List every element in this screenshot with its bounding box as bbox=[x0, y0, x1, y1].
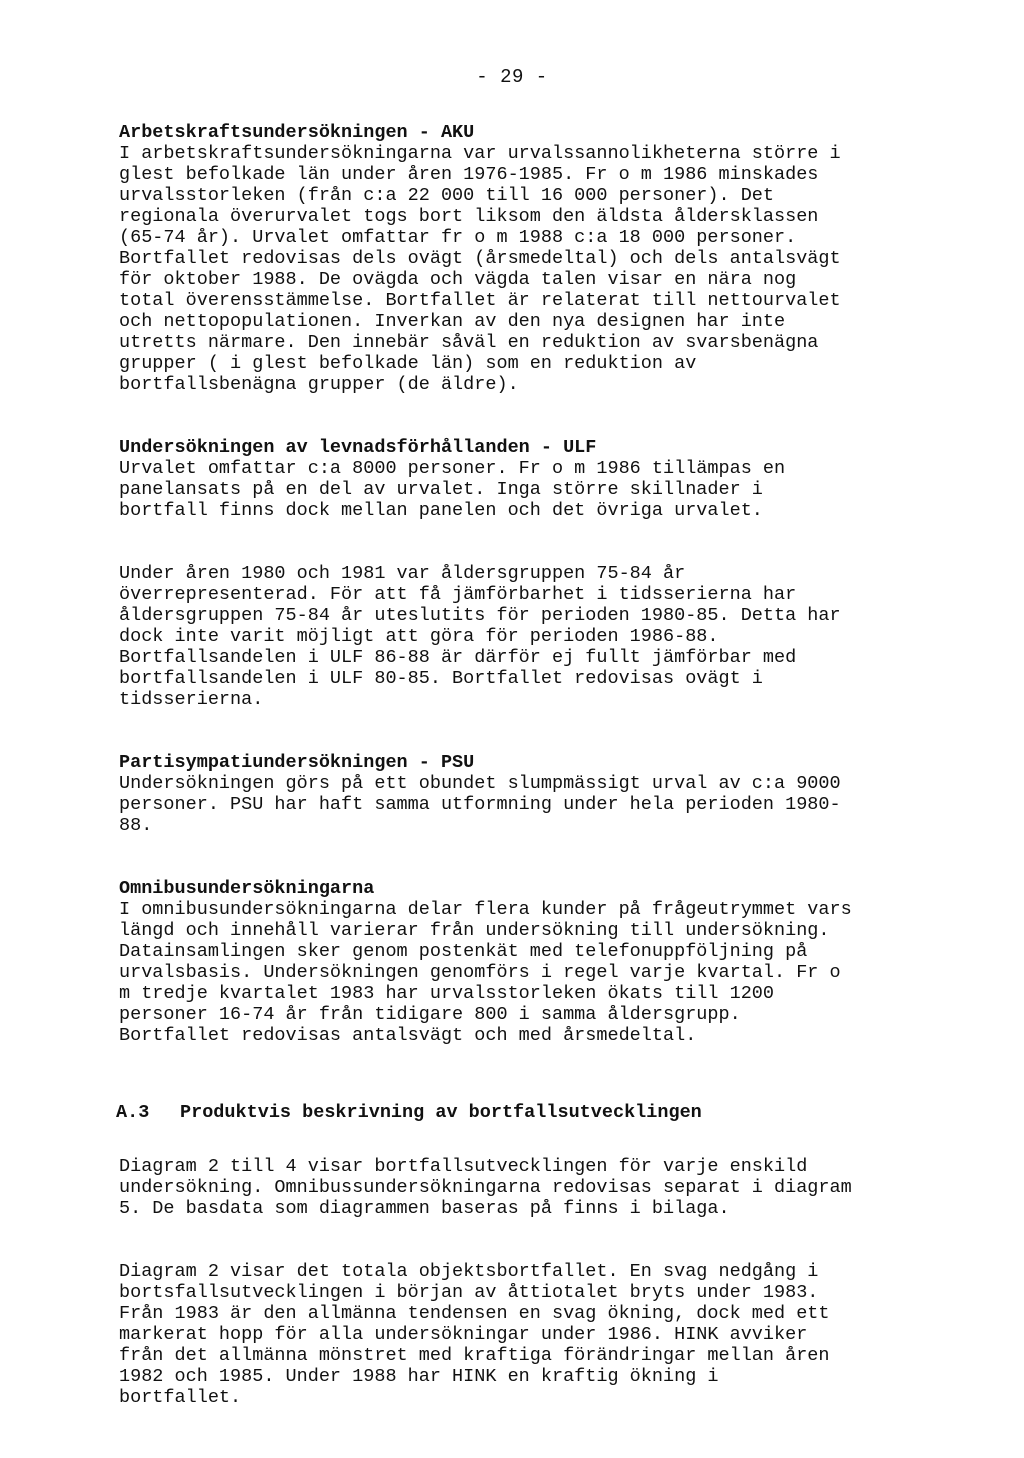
section-heading: Omnibusundersökningarna bbox=[119, 878, 375, 899]
text-line: bortfallsandelen i ULF 80-85. Bortfallet redovisas ovägt i bbox=[119, 668, 763, 689]
text-line: Urvalet omfattar c:a 8000 personer. Fr o m 1986 tillämpas en bbox=[119, 458, 786, 479]
paragraph bbox=[119, 1261, 969, 1408]
text-line: från det allmänna mönstret med kraftiga förändringar mellan åren bbox=[119, 1345, 830, 1366]
paragraph bbox=[119, 563, 969, 710]
text-line: Diagram 2 visar det totala objektsbortfallet. En svag nedgång i bbox=[119, 1261, 819, 1282]
section-ulf bbox=[119, 437, 969, 710]
section-heading: Undersökningen av levnadsförhållanden - ULF bbox=[119, 437, 597, 458]
text-line: grupper ( i glest befolkade län) som en reduktion av bbox=[119, 353, 697, 374]
section-aku bbox=[119, 122, 969, 395]
chapter-title: Produktvis beskrivning av bortfallsutvecklingen bbox=[180, 1102, 702, 1123]
spacer bbox=[119, 836, 969, 878]
text-line: personer 16-74 år från tidigare 800 i samma åldersgrupp. bbox=[119, 1004, 741, 1025]
spacer bbox=[119, 710, 969, 752]
text-line: och nettopopulationen. Inverkan av den nya designen har inte bbox=[119, 311, 786, 332]
text-line: längd och innehåll varierar från undersökning till undersökning. bbox=[119, 920, 830, 941]
text-line: Från 1983 är den allmänna tendensen en svag ökning, dock med ett bbox=[119, 1303, 830, 1324]
paragraph bbox=[119, 899, 969, 1046]
text-line: I arbetskraftsundersökningarna var urvalssannolikheterna större i bbox=[119, 143, 841, 164]
section-omnibus bbox=[119, 878, 969, 1046]
text-line: (65-74 år). Urvalet omfattar fr o m 1988 c:a 18 000 personer. bbox=[119, 227, 797, 248]
text-line: dock inte varit möjligt att göra för perioden 1986-88. bbox=[119, 626, 719, 647]
text-line: urvalsbasis. Undersökningen genomförs i regel varje kvartal. Fr o bbox=[119, 962, 841, 983]
spacer bbox=[119, 521, 969, 563]
text-line: Diagram 2 till 4 visar bortfallsutvecklingen för varje enskild bbox=[119, 1156, 808, 1177]
text-line: bortsfallsutvecklingen i början av åttiotalet bryts under 1983. bbox=[119, 1282, 819, 1303]
text-line: markerat hopp för alla undersökningar under 1986. HINK avviker bbox=[119, 1324, 808, 1345]
spacer bbox=[119, 395, 969, 437]
page-content bbox=[116, 122, 969, 1408]
text-line: 88. bbox=[119, 815, 153, 836]
text-line: Bortfallet redovisas dels ovägt (årsmedeltal) och dels antalsvägt bbox=[119, 248, 841, 269]
text-line: total överensstämmelse. Bortfallet är relaterat till nettourvalet bbox=[119, 290, 841, 311]
text-line: 1982 och 1985. Under 1988 har HINK en kraftig ökning i bbox=[119, 1366, 719, 1387]
text-line: Undersökningen görs på ett obundet slumpmässigt urval av c:a 9000 bbox=[119, 773, 841, 794]
text-line: undersökning. Omnibussundersökningarna redovisas separat i diagram bbox=[119, 1177, 852, 1198]
text-line: bortfallsbenägna grupper (de äldre). bbox=[119, 374, 519, 395]
text-line: överrepresenterad. För att få jämförbarhet i tidsserierna har bbox=[119, 584, 797, 605]
spacer bbox=[119, 1123, 969, 1156]
spacer bbox=[119, 1219, 969, 1261]
text-line: för oktober 1988. De ovägda och vägda talen visar en nära nog bbox=[119, 269, 797, 290]
section-heading: Partisympatiundersökningen - PSU bbox=[119, 752, 475, 773]
text-line: glest befolkade län under åren 1976-1985. Fr o m 1986 minskades bbox=[119, 164, 819, 185]
text-line: bortfall finns dock mellan panelen och det övriga urvalet. bbox=[119, 500, 763, 521]
paragraph bbox=[119, 458, 969, 521]
text-line: regionala överurvalet togs bort liksom den äldsta åldersklassen bbox=[119, 206, 819, 227]
text-line: Under åren 1980 och 1981 var åldersgruppen 75-84 år bbox=[119, 563, 686, 584]
text-line: personer. PSU har haft samma utformning under hela perioden 1980- bbox=[119, 794, 841, 815]
text-line: Bortfallsandelen i ULF 86-88 är därför ej fullt jämförbar med bbox=[119, 647, 797, 668]
spacer bbox=[119, 1046, 969, 1102]
text-line: bortfallet. bbox=[119, 1387, 242, 1408]
text-line: I omnibusundersökningarna delar flera kunder på frågeutrymmet vars bbox=[119, 899, 852, 920]
paragraph bbox=[119, 773, 969, 836]
text-line: urvalsstorleken (från c:a 22 000 till 16 000 personer). Det bbox=[119, 185, 775, 206]
text-line: Bortfallet redovisas antalsvägt och med årsmedeltal. bbox=[119, 1025, 697, 1046]
text-line: Datainsamlingen sker genom postenkät med telefonuppföljning på bbox=[119, 941, 808, 962]
text-line: panelansats på en del av urvalet. Inga större skillnader i bbox=[119, 479, 763, 500]
section-heading: Arbetskraftsundersökningen - AKU bbox=[119, 122, 475, 143]
text-line: åldersgruppen 75-84 år uteslutits för perioden 1980-85. Detta har bbox=[119, 605, 841, 626]
text-line: m tredje kvartalet 1983 har urvalsstorleken ökats till 1200 bbox=[119, 983, 775, 1004]
page-number: - 29 - bbox=[476, 66, 548, 88]
paragraph bbox=[119, 1156, 969, 1219]
text-line: 5. De basdata som diagrammen baseras på finns i bilaga. bbox=[119, 1198, 730, 1219]
text-line: utretts närmare. Den innebär såväl en reduktion av svarsbenägna bbox=[119, 332, 819, 353]
text-line: tidsserierna. bbox=[119, 689, 264, 710]
paragraph bbox=[119, 143, 969, 395]
chapter-heading bbox=[116, 1102, 969, 1123]
chapter-number: A.3 bbox=[116, 1102, 150, 1123]
section-psu bbox=[119, 752, 969, 836]
section-a3 bbox=[116, 1102, 969, 1408]
